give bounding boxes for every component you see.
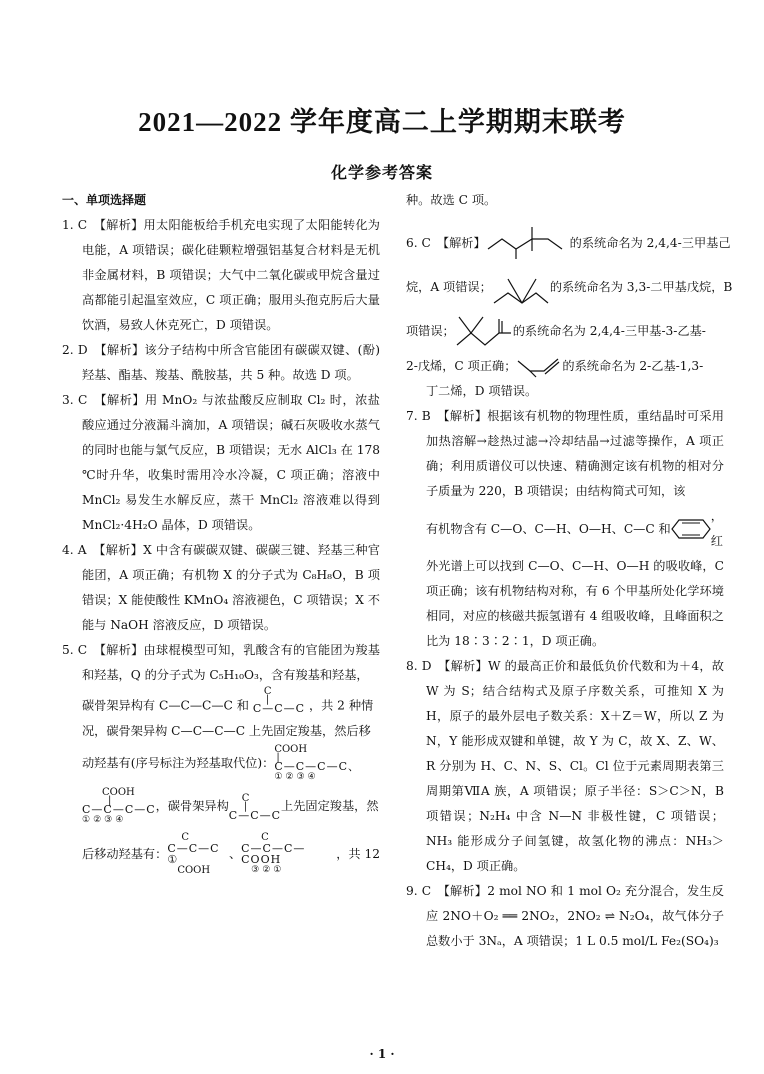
answer-6-line-a: 6. C 【解析】 的系统命名为 2,4,4-三甲基己 (406, 225, 724, 261)
answer-6-line-b: 烷，A 项错误； 的系统命名为 3,3-二甲基戊烷，B (406, 267, 724, 307)
answer-5-part-d: COOH | C—C—C—C ①②③④ ，碳骨架异构 C | C—C—C 上先固定羧基，然 (82, 787, 379, 825)
answer-9: 9. C 【解析】2 mol NO 和 1 mol O₂ 充分混合，发生反应 2NO＋O₂ ══ 2NO₂，2NO₂ ⇌ N₂O₄，故气体分子总数小于 3Nₐ，A 项错误；1 L 0.5 mol/L Fe₂(SO₄)₃ (406, 884, 724, 948)
page-title: 2021—2022 学年度高二上学期期末联考 (138, 107, 626, 137)
section-heading: 一、单项选择题 (62, 193, 147, 207)
page-subtitle: 化学参考答案 (330, 163, 433, 182)
answer-7-part-b: 有机物含有 C—O、C—H、O—H、C—C 和 ，红 (426, 509, 723, 548)
benzene-ring-icon (671, 518, 711, 540)
answer-5-part-c: 动羟基有(序号标注为羟基取代位)： COOH | C—C—C—C、 ①②③④ (82, 744, 360, 782)
answer-7-part-a: 7. B 【解析】根据该有机物的物理性质，重结晶时可采用加热溶解→趁热过滤→冷却结晶→过滤等操作，A 项正确；利用质谱仪可以快速、精确测定该有机物的相对分子质量为 220，B 项错误；由结构简式可知，该 (406, 409, 724, 498)
skeletal-structure-a-icon (486, 225, 570, 261)
hydroxy-position-structure-1: COOH | C—C—C—C、 ①②③④ (274, 744, 360, 782)
skeletal-structure-c-icon (455, 311, 513, 351)
answer-2: 2. D 【解析】该分子结构中所含官能团有碳碳双键、(酚)羟基、酯基、羧基、酰胺基，共 5 种。故选 D 项。 (62, 343, 380, 382)
answer-5-part-b: 碳骨架异构有 C—C—C—C 和 C | C—C—C ，共 2 种情况，碳骨架异构 C—C—C—C 上先固定羧基，然后移 (82, 686, 374, 738)
answer-5-end: 种。故选 C 项。 (406, 193, 497, 207)
branched-skeleton-2: C | C—C—C (228, 792, 282, 822)
answer-1: 1. C 【解析】用太阳能板给手机充电实现了太阳能转化为电能，A 项错误；碳化硅颗粒增强铝基复合材料是无机非金属材料，B 项错误；大气中二氧化碳或甲烷含量过高都能引起温室效应，C 项正确；服用头孢克肟后大量饮酒，易致人休克死亡，D 项错误。 (62, 218, 380, 332)
skeletal-structure-b-icon (492, 267, 550, 307)
hydroxy-position-structure-3: C C—C—C ① COOH (167, 832, 220, 876)
hydroxy-position-structure-2: COOH | C—C—C—C ①②③④ (82, 787, 156, 825)
right-column (406, 188, 733, 954)
answer-8: 8. D 【解析】W 的最高正价和最低负价代数和为＋4，故 W 为 S；结合结构式及原子序数关系，可推知 X 为 H，原子的最外层电子数关系：X＋Z＝W，所以 Z 为 N，Y 能形成双键和单键，故 Y 为 C，故 X、Z、W、R 分别为 H、C、N、S、Cl。Cl 位于元素周期表第三周期第ⅦA 族，A 项错误；原子半径：S＞C＞N，B 项错误；N₂H₄ 中含 N—N 非极性键，C 项错误；NH₃ 能形成分子间氢键，故氢化物的沸点：NH₃＞CH₄，D 项正确。 (406, 659, 724, 873)
page-number: · 1 · (369, 1047, 395, 1061)
left-column (62, 188, 380, 876)
answer-5-part-a: 5. C 【解析】由球棍模型可知，乳酸含有的官能团为羧基和羟基，Q 的分子式为 C₅H₁₀O₃，含有羧基和羟基， (62, 643, 380, 682)
answer-7-part-c: 外光谱上可以找到 C—O、C—H、O—H 的吸收峰，C 项正确；该有机物结构对称，有 6 个甲基所处化学环境相同，对应的核磁共振氢谱有 4 组吸收峰，且峰面积之比为 18∶3∶2∶1，D 项正确。 (426, 559, 724, 648)
answer-6-line-c: 项错误； 的系统命名为 2,4,4-三甲基-3-乙基- (406, 311, 724, 351)
branched-skeleton: C | C—C—C (252, 686, 306, 715)
answer-6-end: 丁二烯，D 项错误。 (426, 384, 538, 398)
answer-3: 3. C 【解析】用 MnO₂ 与浓盐酸反应制取 Cl₂ 时，浓盐酸应通过分液漏斗滴加，A 项错误；碱石灰吸收水蒸气的同时也能与氯气反应，B 项错误；无水 AlCl₃ 在 178 ℃时升华，收集时需用冷水冷凝，C 项正确；溶液中 MnCl₂ 易发生水解反应，蒸干 MnCl₂ 溶液难以得到 MnCl₂·4H₂O 晶体，D 项错误。 (62, 393, 380, 532)
skeletal-structure-d-icon (516, 353, 562, 379)
answer-4: 4. A 【解析】X 中含有碳碳双键、碳碳三键、羟基三种官能团，A 项正确；有机物 X 的分子式为 C₈H₈O，B 项错误；X 能使酸性 KMnO₄ 溶液褪色，C 项错误；X 不能与 NaOH 溶液反应，D 项错误。 (62, 543, 380, 632)
answer-6-line-d: 2-戊烯，C 项正确； 的系统命名为 2-乙基-1,3- (406, 353, 724, 379)
answer-5-part-e: 后移动羟基有： C C—C—C ① COOH 、 C C—C—C—COOH ③②① ，共 12 (82, 832, 380, 876)
hydroxy-position-structure-4: C C—C—C—COOH ③②① (241, 832, 306, 875)
